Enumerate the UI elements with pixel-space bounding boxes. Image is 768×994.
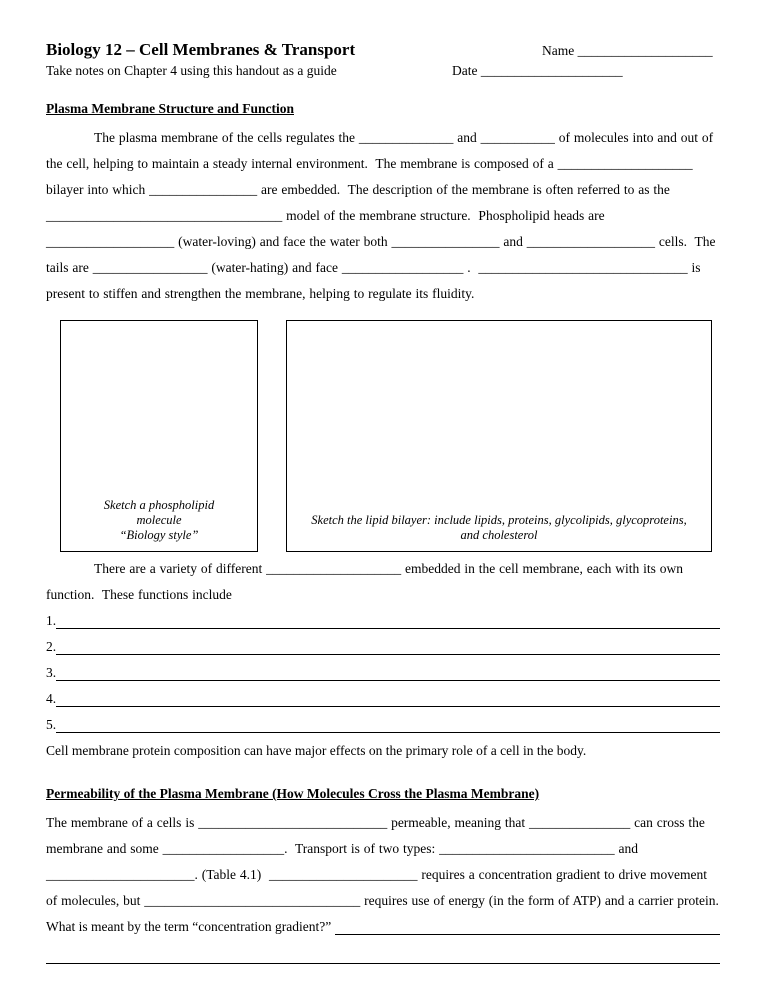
- name-field: Name ____________________: [542, 43, 713, 58]
- line-number: 2.: [46, 639, 57, 654]
- header-subrow: [46, 63, 720, 79]
- fill-in-line: [56, 712, 720, 733]
- date-field: Date _____________________: [452, 63, 623, 78]
- answer-line: [46, 940, 720, 970]
- numbered-line-2: [46, 634, 720, 660]
- protein-composition-note: Cell membrane protein composition can have major effects on the primary role of a cell in the body.: [46, 743, 587, 758]
- caption-line-2: “Biology style”: [119, 528, 199, 542]
- section-heading-permeability: Permeability of the Plasma Membrane (How Molecules Cross the Plasma Membrane): [46, 786, 540, 801]
- paragraph-proteins: There are a variety of different ____________________ embedded in the cell membrane, each with its own function. These functions include: [46, 561, 687, 602]
- sketch-box-lipid-bilayer: [286, 320, 712, 552]
- line-number: 4.: [46, 691, 57, 706]
- fill-in-line: [56, 634, 720, 655]
- caption-line-1: Sketch a phospholipid molecule: [103, 498, 215, 527]
- numbered-line-5: [46, 712, 720, 738]
- numbered-line-1: [46, 608, 720, 634]
- sketch-box-lipid-bilayer-caption: Sketch the lipid bilayer: include lipids, proteins, glycolipids, glycoproteins, and cholesterol: [311, 513, 687, 542]
- sketch-boxes: [60, 320, 712, 552]
- header: [46, 40, 720, 60]
- line-number: 3.: [46, 665, 57, 680]
- sketch-box-phospholipid-caption: [61, 498, 257, 551]
- fill-in-line: [56, 686, 720, 707]
- fill-in-line: [56, 608, 720, 629]
- concentration-gradient-question: [46, 914, 720, 940]
- line-number: 1.: [46, 613, 57, 628]
- question-text: What is meant by the term “concentration gradient?”: [46, 919, 332, 934]
- fill-in-line: [56, 660, 720, 681]
- paragraph-permeability: The membrane of a cells is ____________________________ permeable, meaning that _______________ can cross the membrane and some __________________. Transport is of two types: __________________________ and ______________________. (Table 4.1) ______________________ requires a concentration gradient to drive movement of molecules, but ________________________________ requires use of energy (in the form of ATP) and a carrier protein.: [46, 815, 719, 908]
- paragraph-membrane-structure: The plasma membrane of the cells regulates the ______________ and ___________ of molecules into and out of the cell, helping to maintain a steady internal environment. The membrane is composed of a ____________________ bilayer into which ________________ are embedded. The description of the membrane is often referred to as the ___________________________________ model of the membrane structure. Phospholipid heads are ___________________ (water-loving) and face the water both ________________ and ___________________ cells. The tails are _________________ (water-hating) and face __________________ . _______________________________ is present to stiffen and strengthen the membrane, helping to regulate its fluidity.: [46, 130, 720, 301]
- page-title: Biology 12 – Cell Membranes & Transport: [46, 40, 356, 59]
- fill-in-line: [46, 940, 720, 964]
- page-subtitle: Take notes on Chapter 4 using this handout as a guide: [46, 63, 337, 78]
- line-number: 5.: [46, 717, 57, 732]
- numbered-line-3: [46, 660, 720, 686]
- sketch-box-phospholipid: [60, 320, 258, 552]
- fill-in-line: [335, 914, 720, 935]
- section-heading-membrane-structure: Plasma Membrane Structure and Function: [46, 101, 294, 116]
- numbered-line-4: [46, 686, 720, 712]
